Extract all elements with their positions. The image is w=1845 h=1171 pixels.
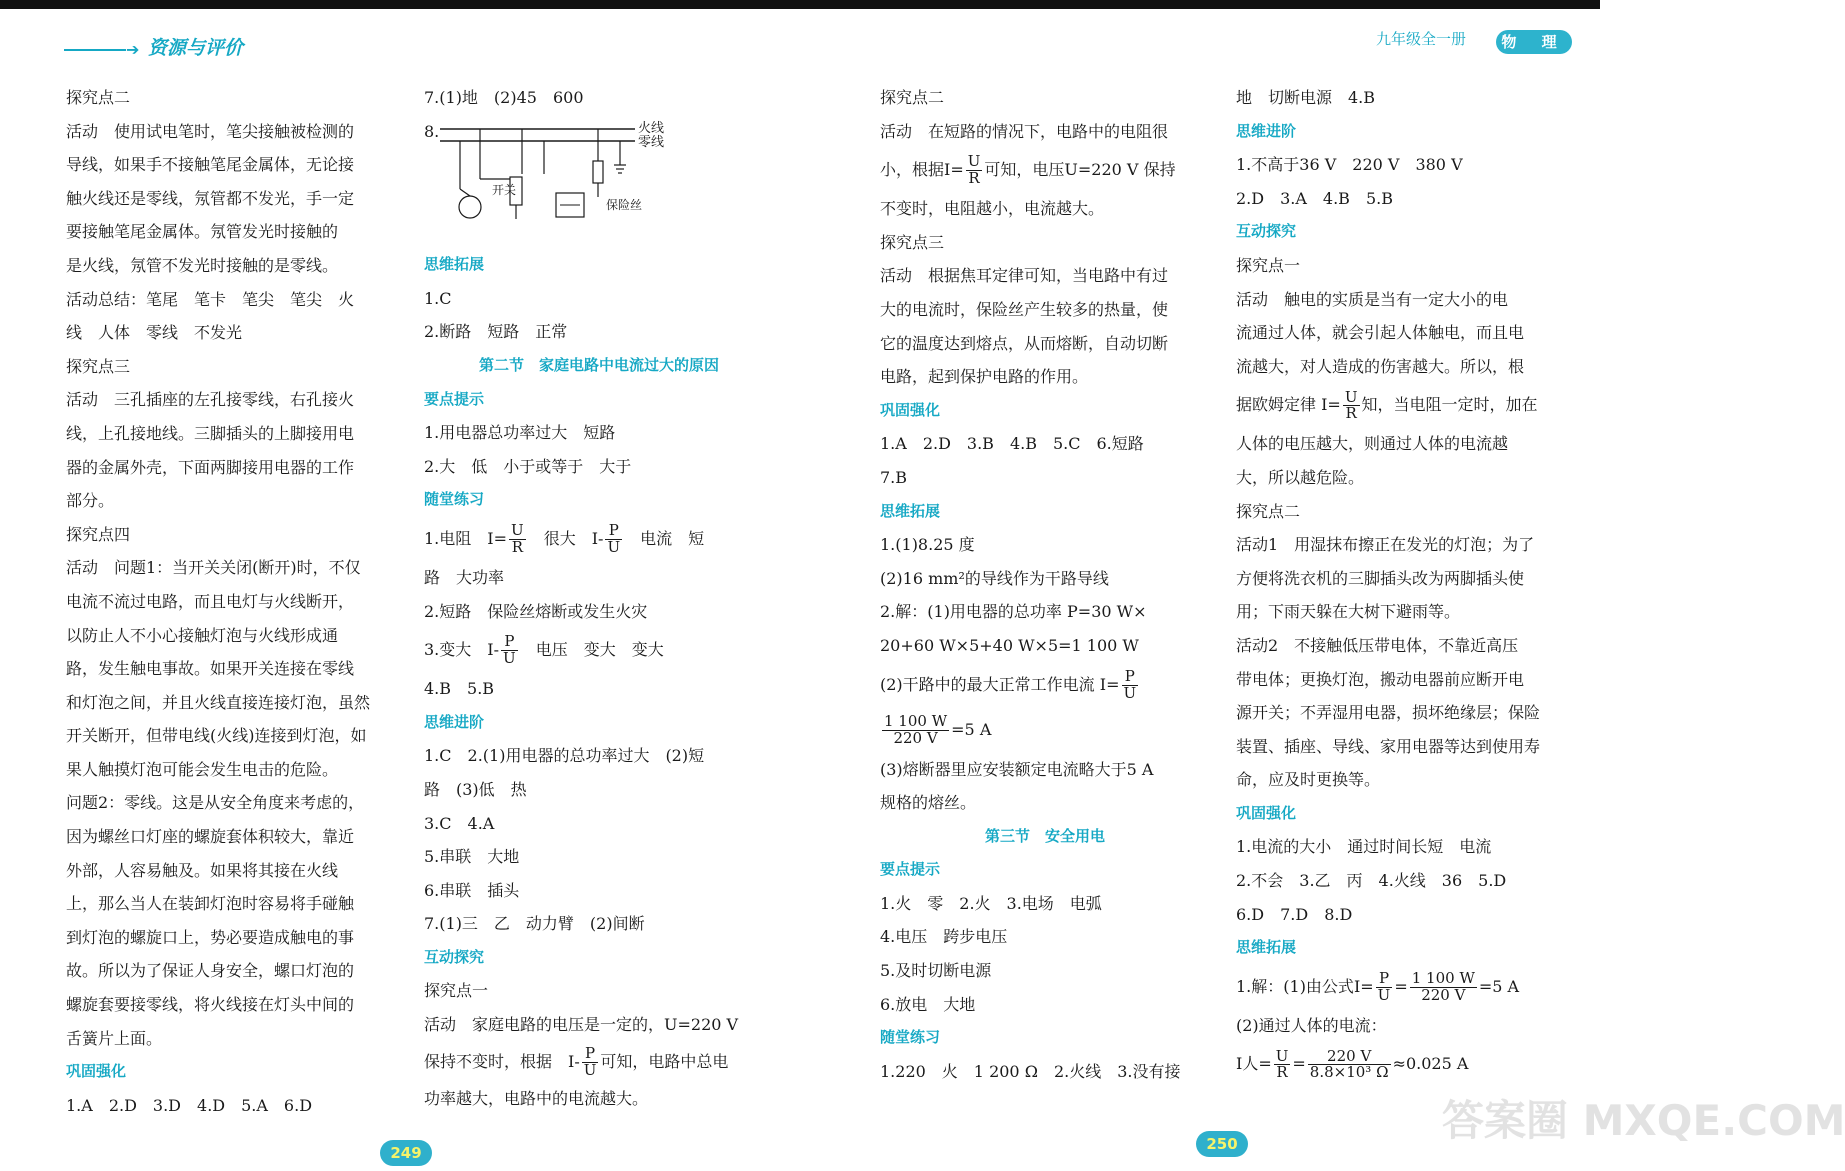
fuse-label: 保险丝 [606, 198, 643, 212]
formula-i: I- [591, 528, 604, 548]
text-line: 上，那么当人在装卸灯泡时容易将手碰触 [66, 894, 355, 914]
text-line: 带电体；更换灯泡，搬动电器前应断开电 [1236, 669, 1525, 689]
answer-line [880, 707, 1210, 753]
brand-title: 资源与评价 [148, 37, 244, 59]
text-line: 活动 触电的实质是当有一定大小的电 [1236, 289, 1509, 309]
section-heading: 随堂练习 [880, 1028, 941, 1047]
page-number-left: 249 [380, 1140, 432, 1166]
text-line: 探究点二 [1236, 501, 1301, 521]
text-line: 方便将洗衣机的三脚插头改为两脚插头使 [1236, 568, 1525, 588]
answer-text: (2)干路中的最大正常工作电流 [880, 674, 1095, 694]
answer-text: 可知，电路中总电 [600, 1051, 729, 1071]
answer-line: (2)通过人体的电流： [1236, 1015, 1387, 1035]
answer-line: 路 大功率 [424, 567, 505, 587]
circuit-diagram [440, 119, 680, 234]
answer-line: 1.(1)8.25 度 [880, 535, 975, 555]
answer-line: 1.C [424, 288, 452, 308]
fraction-p-over-u [501, 634, 518, 667]
answer-line: I人= $\frac{U}{R}$ = $\frac{220 V}{\text{8.8×10³ Ω}}$ ≈0.025 A [1236, 1046, 1469, 1082]
text-line: 命，应及时更换等。 [1236, 770, 1381, 790]
text-line: 探究点三 [880, 232, 945, 252]
answer-line: 活动 家庭电路的电压是一定的，U=220 V [424, 1015, 739, 1035]
text-line: 触火线还是零线，氖管都不发光，手一定 [66, 188, 355, 208]
answer-line: 1.电流的大小 通过时间长短 电流 [1236, 837, 1492, 857]
answer-text: ≈0.025 A [1392, 1054, 1469, 1074]
text-line: 活动 使用试电笔时，笔尖接触被检测的 [66, 121, 355, 141]
answer-line: 7.B [880, 467, 908, 487]
answer-line: 功率越大，电路中的电流越大。 [424, 1088, 649, 1108]
text-line: 导线，如果手不接触笔尾金属体，无论接 [66, 155, 355, 175]
answer-text: 1.电阻 [424, 528, 472, 548]
text-line: 活动 在短路的情况下，电路中的电阻很 [880, 121, 1169, 141]
text-line: 源开关；不弄湿用电器，损坏绝缘层；保险 [1236, 703, 1541, 723]
live-label: 火线 [638, 121, 665, 136]
answer-line [880, 663, 1210, 707]
fraction-u-over-r [1343, 387, 1360, 423]
answer-line: 2.解：(1)用电器的总功率 P=30 W× [880, 602, 1147, 622]
answer-line: 20+60 W×5+40 W×5=1 100 W [880, 635, 1139, 655]
column-4 [1236, 81, 1566, 1086]
answer-line: (2)16 mm²的导线作为干路导线 [880, 568, 1109, 588]
numerator: P [582, 1046, 599, 1063]
answer-line: 2.不会 3.乙 丙 4.火线 36 5.D [1236, 871, 1507, 891]
denominator: 8.8×10³ Ω [1309, 1063, 1389, 1082]
text-line: 活动 问题1：当开关关闭(断开)时，不仅 [66, 558, 361, 578]
text-line: 器的金属外壳，下面两脚接用电器的工作 [66, 457, 355, 477]
text-line: 用；下雨天躲在大树下避雨等。 [1236, 602, 1461, 622]
brand-line [64, 49, 126, 51]
denominator: U [607, 537, 621, 556]
answer-line: 1.A 2.D 3.B 4.B 5.C 6.短路 [880, 434, 1144, 454]
text-line: 电流不流过电路，而且电灯与火线断开， [66, 591, 355, 611]
answer-line: 2.断路 短路 正常 [424, 322, 568, 342]
fraction-p-over-u [605, 523, 622, 556]
answer-line: 4.电压 跨步电压 [880, 927, 1008, 947]
fraction-u-over-r [509, 523, 526, 556]
text-line: 大，所以越危险。 [1236, 467, 1365, 487]
text-line: 因为螺丝口灯座的螺旋套体积较大，靠近 [66, 827, 355, 847]
section-heading: 思维进阶 [424, 712, 485, 731]
formula-i: I= [1321, 395, 1341, 415]
numerator: U [511, 521, 524, 540]
denominator: R [511, 537, 523, 556]
section-heading: 思维进阶 [1236, 121, 1297, 140]
answer-line: 1.用电器总功率过大 短路 [424, 423, 616, 443]
numerator: P [1122, 669, 1139, 686]
grade-label: 九年级全一册 [1376, 30, 1467, 48]
denominator: U [1377, 985, 1391, 1004]
switch-label: 开关 [492, 183, 517, 197]
answer-line: 5.串联 大地 [424, 847, 520, 867]
answer-line: 1.A 2.D 3.D 4.D 5.A 6.D [66, 1095, 313, 1115]
text-line: 螺旋套要接零线，将火线接在灯头中间的 [66, 995, 355, 1015]
text-line: 人体的电压越大，则通过人体的电流越 [1236, 434, 1509, 454]
numerator: P [501, 634, 518, 651]
text-line: 和灯泡之间，并且火线直接连接灯泡，虽然 [66, 692, 371, 712]
text-line: 探究点二 [66, 88, 131, 107]
formula-i: I= [487, 528, 508, 548]
section-heading: 思维拓展 [880, 501, 941, 520]
section-heading: 巩固强化 [1236, 803, 1297, 822]
numerator: 1 100 W [884, 711, 948, 730]
text-line: 活动1 用湿抹布擦正在发光的灯泡；为了 [1236, 535, 1535, 555]
numerator: P [605, 523, 622, 540]
denominator: U [503, 649, 516, 668]
text-line: 开关断开，但带电线(火线)连接到灯泡，如 [66, 726, 367, 746]
text-line: 探究点三 [66, 356, 131, 376]
numerator: U [967, 152, 981, 171]
section-heading: 互动探究 [424, 947, 485, 966]
answer-line: 1.火 零 2.火 3.电场 电弧 [880, 893, 1102, 913]
fraction-power-over-voltage [1410, 971, 1477, 1004]
denominator: R [1276, 1063, 1288, 1082]
text-line: 要接触笔尾金属体。氖管发光时接触的 [66, 222, 339, 242]
section-heading: 互动探究 [1236, 222, 1297, 241]
answer-text: 据欧姆定律 [1236, 395, 1317, 415]
answer-text: 3.变大 [424, 640, 472, 660]
text-line: 外部，人容易触及。如果将其接在火线 [66, 860, 339, 880]
answer-line [424, 517, 774, 561]
answer-line: 3.C 4.A [424, 813, 495, 833]
formula-i-human: I人= [1236, 1054, 1272, 1074]
answer-text: =5 A [1478, 976, 1520, 996]
answer-line: 2.D 3.A 4.B 5.B [1236, 188, 1393, 208]
fraction-p-over-u [1376, 971, 1393, 1004]
answer-line: 4.B 5.B [424, 679, 495, 699]
numerator: U [1344, 387, 1358, 406]
text-line: 流通过人体，就会引起人体触电，而且电 [1236, 323, 1525, 343]
column-3 [880, 81, 1210, 1088]
text-line: 线，上孔接地线。三脚插头的上脚接用电 [66, 423, 355, 443]
denominator: 220 V [1421, 985, 1466, 1004]
section-heading: 随堂练习 [424, 490, 485, 509]
fraction-p-over-u [1122, 666, 1139, 702]
denominator: R [1345, 404, 1357, 423]
fraction-power-over-voltage [882, 711, 949, 747]
text-line: 装置、插座、导线、家用电器等达到使用寿 [1236, 736, 1541, 756]
denominator: U [1123, 683, 1137, 702]
section-heading: 巩固强化 [880, 400, 941, 419]
answer-text: 1.解：(1)由公式 [1236, 976, 1354, 996]
answer-line: 规格的熔丝。 [880, 793, 977, 813]
section-title: 第二节 家庭电路中电流过大的原因 [478, 355, 719, 374]
answer-line: 8. [424, 121, 440, 141]
formula-i: I- [568, 1051, 580, 1071]
text-line: 故。所以为了保证人身安全，螺口灯泡的 [66, 961, 355, 981]
answer-text: =5 A [951, 719, 992, 739]
answer-text: 很大 [543, 528, 576, 548]
text-line [880, 148, 1210, 192]
denominator: 220 V [893, 728, 938, 747]
section-heading: 巩固强化 [66, 1062, 127, 1081]
formula-i: I= [1099, 674, 1120, 694]
section-heading: 思维拓展 [424, 255, 485, 274]
text-line: 到灯泡的螺旋口上，势必要造成触电的事 [66, 927, 355, 947]
numerator: 1 100 W [1411, 969, 1475, 988]
text-line: 舌簧片上面。 [66, 1028, 163, 1048]
denominator: U [583, 1060, 597, 1079]
answer-line: 6.放电 大地 [880, 994, 976, 1014]
answer-line [424, 1042, 774, 1082]
answer-line: 6.串联 插头 [424, 880, 520, 900]
text-line: 电路，起到保护电路的作用。 [880, 367, 1089, 387]
answer-line: 路 (3)低 热 [424, 779, 527, 799]
answer-line: (3)熔断器里应安装额定电流略大于5 A [880, 759, 1154, 779]
text-line: 果人触摸灯泡可能会发生电击的危险。 [66, 759, 339, 779]
numerator: U [1275, 1046, 1289, 1065]
answer-text: 保持不变时，根据 [424, 1051, 553, 1071]
answer-line: 2.短路 保险丝熔断或发生火灾 [424, 601, 648, 621]
column-1 [66, 81, 396, 1122]
answer-text: 可知，电压U=220 V 保持 [984, 160, 1176, 180]
answer-line: 地 切断电源 4.B [1236, 88, 1376, 107]
section-heading: 要点提示 [880, 860, 941, 879]
text-line: 活动总结：笔尾 笔卡 笔尖 笔尖 火 [66, 289, 355, 309]
text-line [1236, 383, 1566, 427]
fuse-icon [593, 161, 603, 183]
top-border [0, 0, 1600, 9]
fraction-u-over-r [966, 154, 983, 187]
left-page [0, 9, 800, 1171]
page-number-right: 250 [1196, 1131, 1248, 1157]
subject-badge: 物 理 [1496, 30, 1572, 54]
text-line: 探究点二 [880, 88, 945, 107]
text-line: 路，发生触电事故。如果开关连接在零线 [66, 659, 355, 679]
section-title: 第三节 安全用电 [984, 826, 1105, 845]
text-line: 是火线，氖管不发光时接触的是零线。 [66, 255, 339, 275]
answer-text: 知，当电阻一定时，加在 [1361, 395, 1538, 415]
numerator: 220 V [1308, 1049, 1391, 1066]
text-line: 流越大，对人造成的伤害越大。所以，根 [1236, 356, 1525, 376]
text-line: 线 人体 零线 不发光 [66, 323, 243, 343]
answer-line: 6.D 7.D 8.D [1236, 904, 1353, 924]
answer-line: 探究点一 [424, 981, 489, 1001]
watermark: 答案圈 MXQE.COM [1442, 1096, 1845, 1145]
answer-text: 电流 短 [640, 528, 705, 548]
answer-line: 1.不高于36 V 220 V 380 V [1236, 155, 1463, 175]
text-line: 它的温度达到熔点，从而熔断，自动切断 [880, 333, 1169, 353]
arrow-icon: ➔ [126, 40, 140, 59]
answer-text: 小，根据 [880, 160, 945, 180]
text-line: 活动 根据焦耳定律可知，当电路中有过 [880, 266, 1169, 286]
numerator: P [1376, 971, 1393, 988]
denominator: R [968, 169, 980, 188]
answer-line: 5.及时切断电源 [880, 961, 992, 981]
text-line: 活动 三孔插座的左孔接零线，右孔接火 [66, 390, 355, 410]
text-line: 探究点四 [66, 524, 131, 544]
answer-line: 1.解：(1)由公式I= $\frac{P}{U}$ = $\frac{1 100 W}{220 V}$ =5 A [1236, 969, 1520, 1004]
formula-i: I= [1353, 976, 1374, 996]
formula-i: I- [487, 640, 500, 660]
answer-line [424, 628, 774, 672]
text-line: 不变时，电阻越小，电流越大。 [880, 199, 1105, 219]
text-line: 问题2：零线。这是从安全角度来考虑的， [66, 793, 365, 813]
text-line: 大的电流时，保险丝产生较多的热量，使 [880, 299, 1169, 319]
answer-line: 2.大 低 小于或等于 大于 [424, 456, 632, 476]
brand-header [64, 31, 264, 61]
text-line: 以防止人不小心接触灯泡与火线形成通 [66, 625, 339, 645]
answer-line: 1.220 火 1 200 Ω 2.火线 3.没有接 [880, 1061, 1181, 1081]
column-2 [424, 81, 774, 1115]
formula-i: I= [944, 160, 964, 180]
fraction-p-over-u [582, 1043, 599, 1079]
answer-line: 1.C 2.(1)用电器的总功率过大 (2)短 [424, 746, 705, 766]
text-line: 探究点一 [1236, 255, 1301, 275]
answer-text: 电压 变大 变大 [535, 640, 664, 660]
section-heading: 要点提示 [424, 389, 485, 408]
lamp-wire [460, 189, 470, 196]
fraction-voltage-over-resistance [1308, 1046, 1391, 1082]
answer-line: 7.(1)地 (2)45 600 [424, 88, 584, 107]
fraction-u-over-r [1274, 1046, 1291, 1082]
answer-line: 7.(1)三 乙 动力臂 (2)间断 [424, 914, 645, 934]
text-line: 部分。 [66, 491, 115, 511]
lamp-bulb-icon [459, 196, 481, 218]
neutral-label: 零线 [638, 135, 665, 150]
text-line: 活动2 不接触低压带电体，不靠近高压 [1236, 635, 1519, 655]
section-heading: 思维拓展 [1236, 938, 1297, 957]
